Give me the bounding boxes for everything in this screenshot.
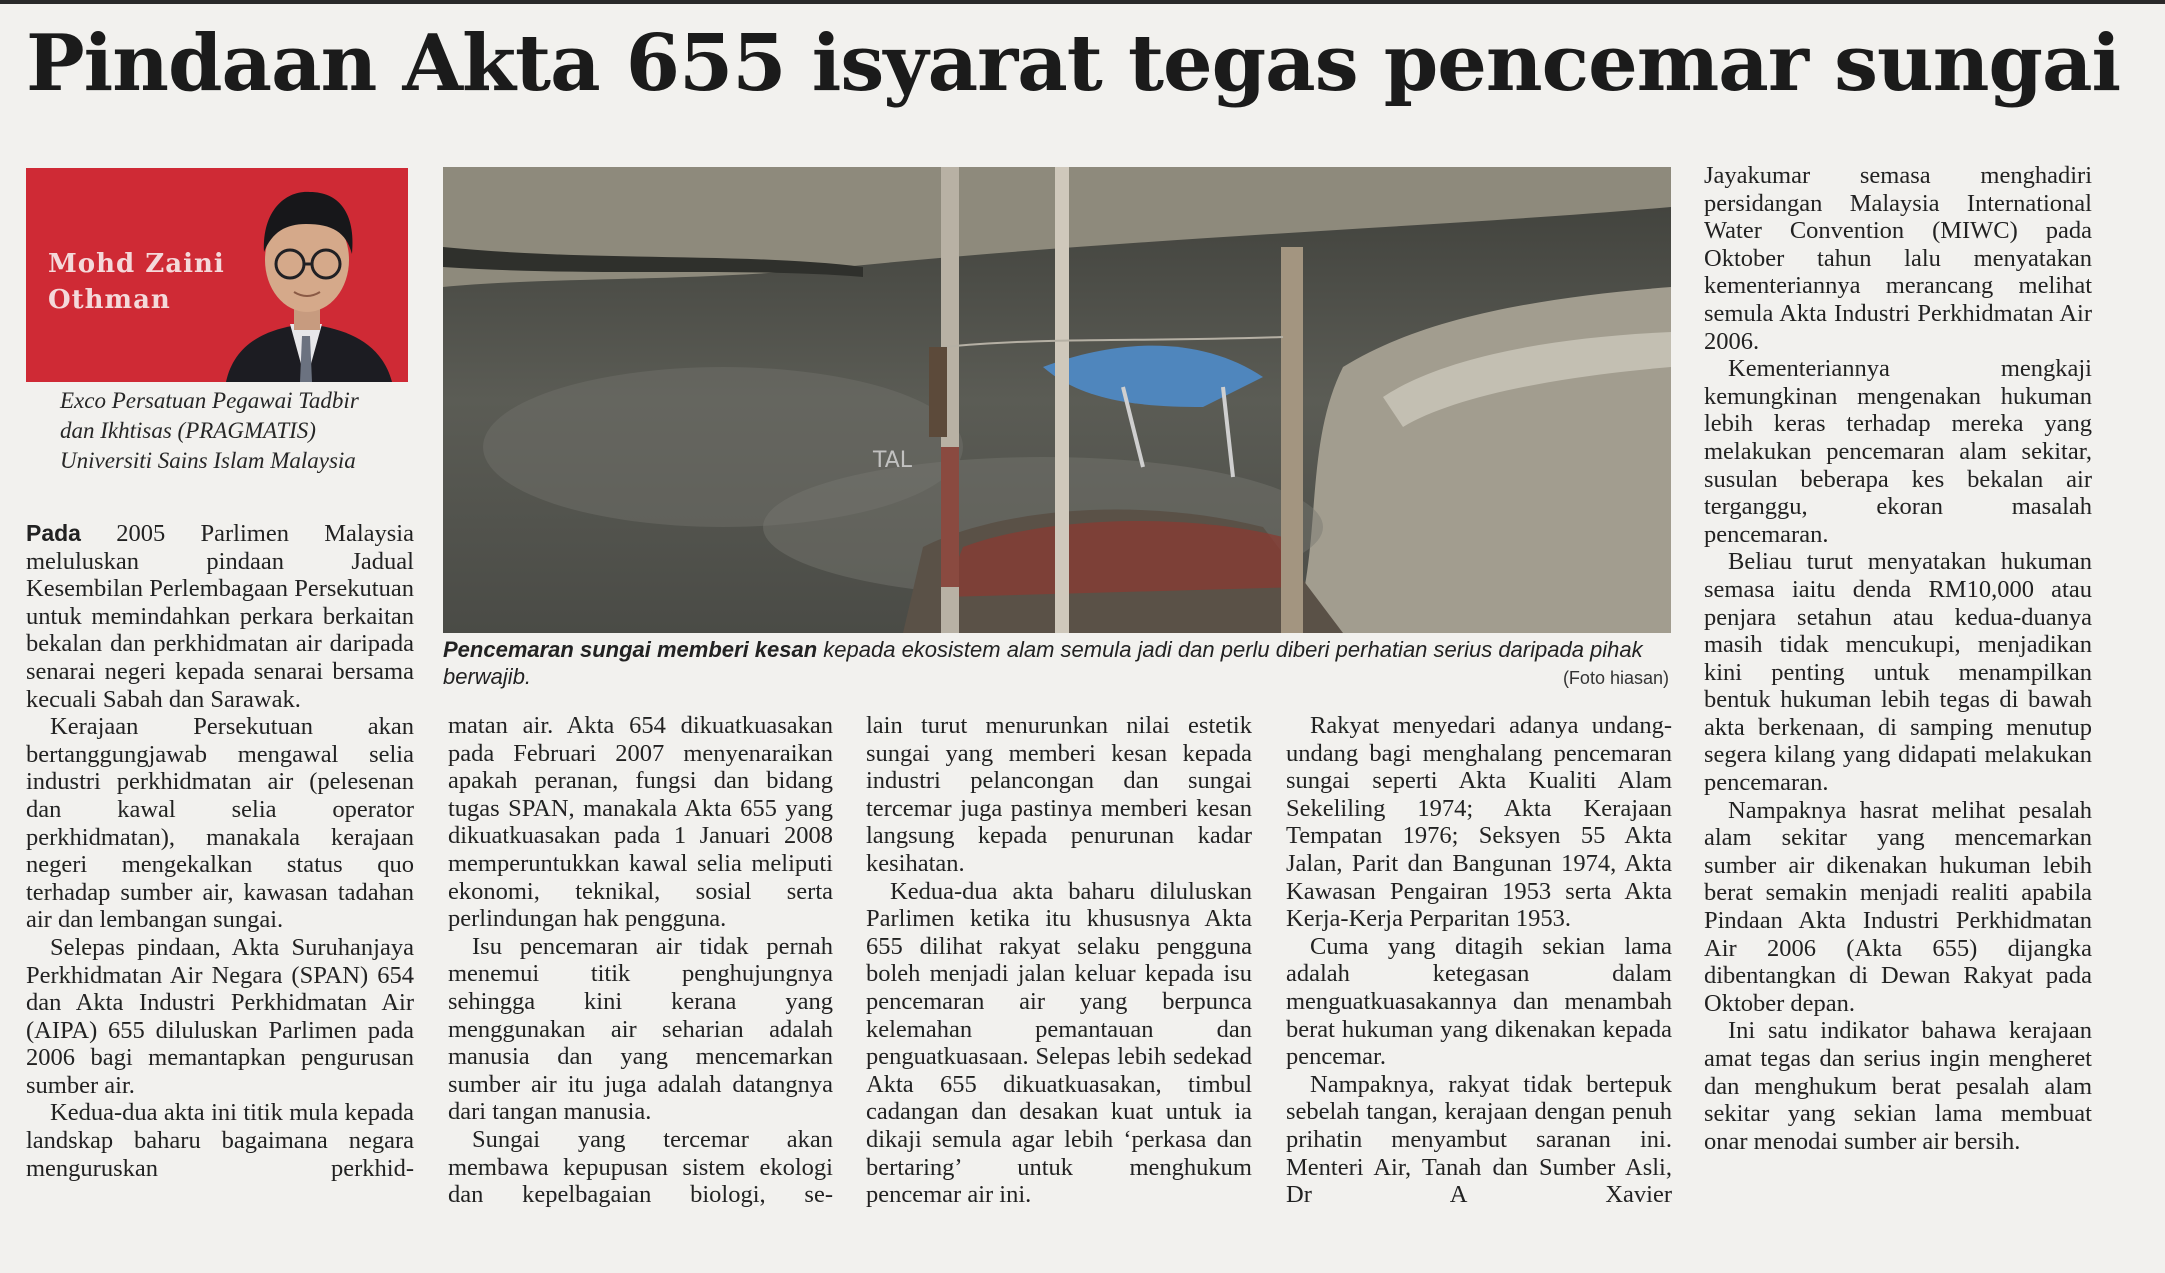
column-4 [1286,712,1672,1209]
column-5-paragraph-3: Beliau turut menyatakan hukuman semasa iaitu denda RM10,000 atau penjara setahun atau kedua-duanya masih tidak mencukupi, menjadikan kini penting untuk menampilkan bentuk hukuman lebih tegas di bawah akta berkenaan, di samping menutup segera kilang yang didapati melakukan pencemaran. [1704,548,2092,797]
column-2-paragraph-1: matan air. Akta 654 dikuatkuasakan pada Februari 2007 menyenaraikan apakah peranan, fungsi dan bidang tugas SPAN, manakala Akta 655 yang dikuatkuasakan pada 1 Januari 2008 memperuntukkan kawal selia meliputi ekonomi, teknikal, sosial serta perlindungan hak pengguna. [448,712,833,933]
photo-caption-bold: Pencemaran sungai memberi kesan [443,637,818,662]
column-5-paragraph-2: Kementeriannya mengkaji kemungkinan mengenakan hukuman lebih keras terhadap mereka yang melakukan pencemaran alam sekitar, susulan beberapa kes bekalan air terganggu, ekoran masalah pencemaran. [1704,355,2092,548]
photo-credit: (Foto hiasan) [1562,668,1669,688]
photo-caption-text: kepada ekosistem alam semula jadi dan perlu diberi perhatian serius daripada pihak berwajib. [443,637,1643,689]
column-2 [448,712,833,1209]
column-4-paragraph-3: Nampaknya, rakyat tidak bertepuk sebelah tangan, kerajaan dengan penuh prihatin menyambut saranan ini. Menteri Air, Tanah dan Sumber Asli, Dr A Xavier [1286,1070,1672,1209]
author-caption-line2: dan Ikhtisas (PRAGMATIS) [60,418,316,443]
author-caption-line3: Universiti Sains Islam Malaysia [60,448,356,473]
column-5-paragraph-1: Jayakumar semasa menghadiri persidangan Malaysia International Water Convention (MIWC) pada Oktober tahun lalu menyatakan kementeriannya merancang melihat semula Akta Industri Perkhidmatan Air 2006. [1704,162,2092,355]
author-caption-line1: Exco Persatuan Pegawai Tadbir [60,388,359,413]
column-2-paragraph-3: Sungai yang tercemar akan membawa kepupusan sistem ekologi dan kepelbagaian biologi, se- [448,1125,833,1209]
column-5-paragraph-4: Nampaknya hasrat melihat pesalah alam sekitar yang mencemarkan sumber air dikenakan hukuman lebih berat semakin menjadi realiti apabila Pindaan Akta Industri Perkhidmatan Air 2006 (Akta 655) dijangka dibentangkan di Dewan Rakyat pada Oktober depan. [1704,796,2092,1017]
headline: Pindaan Akta 655 isyarat tegas pencemar sungai [26,18,2121,109]
river-photo-illustration [443,167,1671,633]
top-rule [0,0,2165,4]
column-4-paragraph-1: Rakyat menyedari adanya undang-undang bagi menghalang pencemaran sungai seperti Akta Kualiti Alam Sekeliling 1974; Akta Kerajaan Tempatan 1976; Seksyen 55 Akta Jalan, Parit dan Bangunan 1974, Akta Kawasan Pengairan 1953 serta Akta Kerja-Kerja Perparitan 1953. [1286,712,1672,933]
column-3-paragraph-2: Kedua-dua akta baharu diluluskan Parlimen ketika itu khususnya Akta 655 dilihat rakyat selaku pengguna boleh menjadi jalan keluar kepada isu pencemaran air yang berpunca kelemahan pemantauan dan penguatkuasaan. Selepas lebih sedekad Akta 655 dikuatkuasakan, timbul cadangan dan desakan kuat untuk ia dikaji semula agar lebih ‘perkasa dan bertaring’ untuk menghukum pencemar air ini. [866,877,1252,1209]
author-portrait [206,168,408,382]
column-1-paragraph-2: Kerajaan Persekutuan akan bertanggungjawab mengawal selia industri perkhidmatan air (pelesenan dan kawal selia operator perkhidmatan), manakala kerajaan negeri mengekalkan status quo terhadap sumber air, kawasan tadahan air dan lembangan sungai. [26,713,414,934]
column-1-paragraph-3: Selepas pindaan, Akta Suruhanjaya Perkhidmatan Air Negara (SPAN) 654 dan Akta Industri Perkhidmatan Air (AIPA) 655 diluluskan Parlimen pada 2006 bagi memantapkan pengurusan sumber air. [26,933,414,1099]
column-4-paragraph-2: Cuma yang ditagih sekian lama adalah ketegasan dalam menguatkuasakannya dan menambah berat hukuman yang dikenakan kepada pencemar. [1286,932,1672,1071]
column-5 [1704,162,2092,1155]
column-2-paragraph-2: Isu pencemaran air tidak pernah menemui titik penghujungnya sehingga kini kerana yang menggunakan air seharian adalah manusia dan yang mencemarkan sumber air itu juga adalah datangnya dari tangan manusia. [448,932,833,1126]
author-caption [60,386,420,476]
author-name-line2: Othman [48,285,171,315]
author-name [48,246,228,318]
paragraph-text: 2005 Parlimen Malaysia meluluskan pindaan Jadual Kesembilan Perlembagaan Persekutuan untuk memindahkan perkara berkaitan bekalan dan perkhidmatan air daripada senarai negeri kepada senarai bersama kecuali Sabah dan Sarawak. [26,520,414,713]
column-3-paragraph-1: lain turut menurunkan nilai estetik sungai yang memberi kesan kepada industri pelancongan dan sungai tercemar juga pastinya memberi kesan langsung kepada penurunan kadar kesihatan. [866,712,1252,877]
column-1-paragraph-1 [26,520,414,713]
column-3 [866,712,1252,1209]
column-1-paragraph-4: Kedua-dua akta ini titik mula kepada landskap baharu bagaimana negara menguruskan perkhid- [26,1099,414,1182]
author-box [26,168,408,382]
svg-text:TAL: TAL [873,448,913,473]
column-1 [26,520,414,1182]
river-photo [443,167,1671,633]
author-name-line1: Mohd Zaini [48,249,225,279]
column-5-paragraph-5: Ini satu indikator bahawa kerajaan amat tegas dan serius ingin mengheret dan menghukum berat pesalah alam sekitar yang sekian lama membuat onar menodai sumber air bersih. [1704,1017,2092,1155]
lead-word: Pada [26,520,81,546]
